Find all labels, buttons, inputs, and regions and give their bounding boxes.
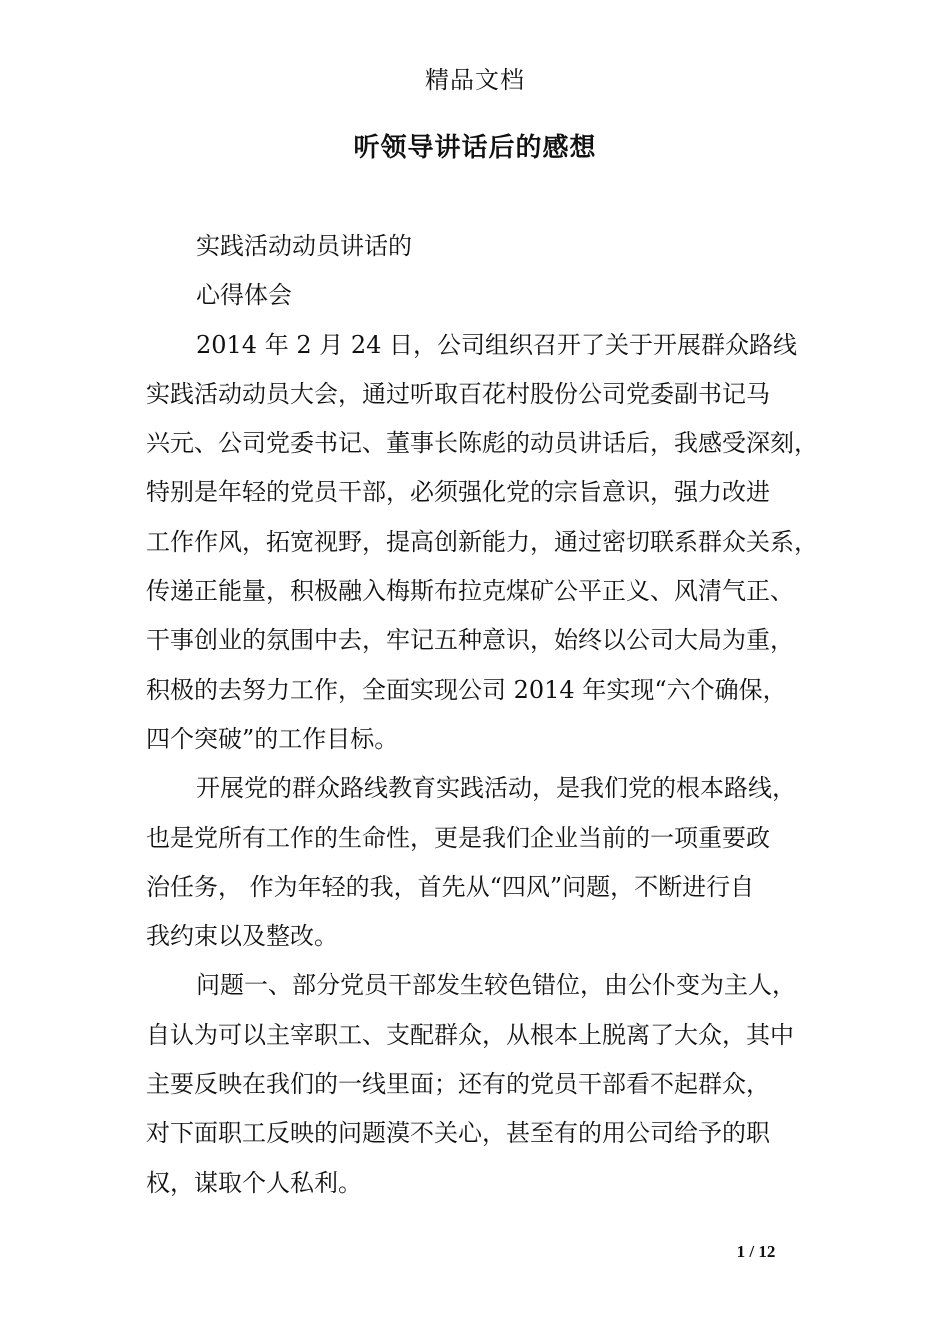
paragraph-line: 工作作风，拓宽视野，提高创新能力，通过密切联系群众关系， (146, 527, 818, 556)
paragraph-3 (146, 961, 818, 1207)
paragraph-line: 2014 年 2 月 24 日，公司组织召开了关于开展群众路线 (196, 330, 798, 359)
paragraph-line: 传递正能量，积极融入梅斯布拉克煤矿公平正义、风清气正、 (146, 577, 794, 606)
document-body (146, 222, 818, 1208)
paragraph-1 (146, 321, 818, 765)
page-header: 精品文档 (425, 66, 525, 94)
subtitle-line-1: 实践活动动员讲话的 (196, 232, 412, 260)
paragraph-line: 我约束以及整改。 (146, 922, 338, 951)
paragraph-line: 权，谋取个人私利。 (146, 1168, 362, 1197)
paragraph-line: 问题一、部分党员干部发生较色错位，由公仆变为主人， (196, 971, 796, 1000)
paragraph-line: 开展党的群众路线教育实践活动，是我们党的根本路线， (196, 774, 796, 803)
paragraph-line: 干事创业的氛围中去，牢记五种意识，始终以公司大局为重， (146, 626, 794, 655)
paragraph-line: 特别是年轻的党员干部，必须强化党的宗旨意识，强力改进 (146, 478, 770, 507)
paragraph-line: 主要反映在我们的一线里面；还有的党员干部看不起群众， (146, 1070, 770, 1099)
paragraph-line: 自认为可以主宰职工、支配群众，从根本上脱离了大众，其中 (146, 1020, 794, 1049)
subtitle-line-2: 心得体会 (196, 281, 292, 310)
paragraph-line: 实践活动动员大会，通过听取百花村股份公司党委副书记马 (146, 379, 770, 408)
paragraph-line: 四个突破”的工作目标。 (146, 724, 399, 753)
document-title: 听领导讲话后的感想 (353, 133, 597, 163)
paragraph-line: 兴元、公司党委书记、董事长陈彪的动员讲话后，我感受深刻， (146, 429, 818, 458)
paragraph-line: 也是党所有工作的生命性，更是我们企业当前的一项重要政 (146, 823, 770, 852)
paragraph-line: 对下面职工反映的问题漠不关心，甚至有的用公司给予的职 (146, 1119, 770, 1148)
paragraph-line: 积极的去努力工作，全面实现公司 2014 年实现“六个确保， (146, 675, 787, 704)
paragraph-2 (146, 764, 818, 961)
page-number: 1 / 12 (736, 1242, 776, 1261)
paragraph-line: 治任务， 作为年轻的我，首先从“四风”问题，不断进行自 (146, 872, 755, 901)
